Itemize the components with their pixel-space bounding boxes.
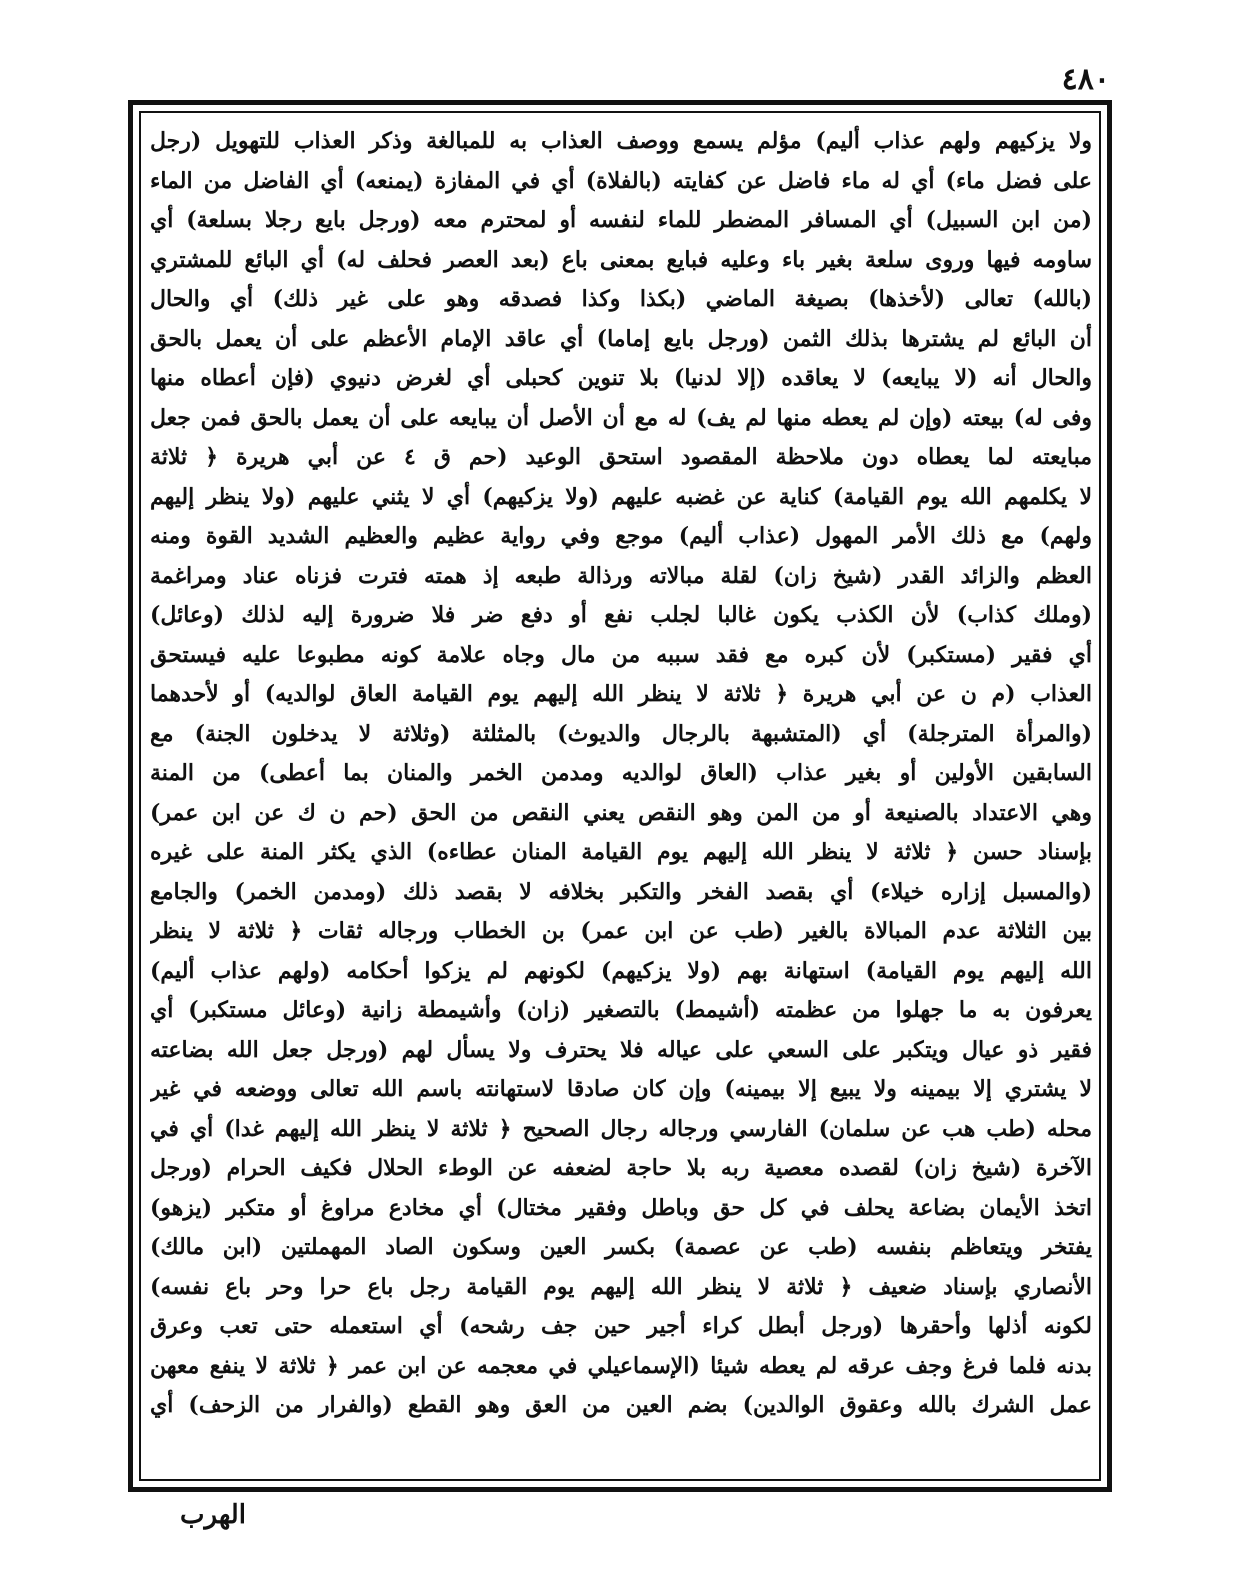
text-line: محله (طب هب عن سلمان) الفارسي ورجاله رجال الصحيح ﴿ ثلاثة لا ينظر الله إليهم غدا) أي في [150,1115,1092,1142]
text-line: (والمسبل إزاره خيلاء) أي بقصد الفخر والتكبر بخلافه لا بقصد ذلك (ومدمن الخمر) والجامع [150,878,1092,905]
text-line: وفى له) بيعته (وإن لم يعطه منها لم يف) له مع أن الأصل أن يبايعه على أن يعمل بالحق فمن جعل [150,404,1092,431]
text-line: ولا يزكيهم ولهم عذاب أليم) مؤلم يسمع ووصف العذاب به للمبالغة وذكر العذاب للتهويل (رجل [150,128,1092,154]
text-line: بين الثلاثة عدم المبالاة بالغير (طب عن ابن عمر) بن الخطاب ورجاله ثقات ﴿ ثلاثة لا ينظر [150,918,1092,944]
text-line: والحال أنه (لا يبايعه) لا يعاقده (إلا لدنيا) بلا تنوين كحبلى أي لغرض دنيوي (فإن أعطاه منها [150,365,1092,391]
text-line: الآخرة (شيخ زان) لقصده معصية ربه بلا حاجة لضعفه عن الوطء الحلال فكيف الحرام (ورجل [150,1155,1092,1181]
page-number: ٤٨٠ [1061,62,1110,97]
text-line: (وملك كذاب) لأن الكذب يكون غالبا لجلب نفع أو دفع ضر فلا ضرورة إليه لذلك (وعائل) [150,602,1092,628]
text-line: يفتخر ويتعاظم بنفسه (طب عن عصمة) بكسر العين وسكون الصاد المهملتين (ابن مالك) [150,1234,1092,1260]
text-line: أي فقير (مستكبر) لأن كبره مع فقد سببه من مال وجاه علامة كونه مطبوعا عليه فيستحق [150,641,1092,668]
text-line: بإسناد حسن ﴿ ثلاثة لا ينظر الله إليهم يوم القيامة المنان عطاءه) الذي يكثر المنة على غيره [150,839,1092,865]
text-line: لا يكلمهم الله يوم القيامة) كناية عن غضبه عليهم (ولا يزكيهم) أي لا يثني عليهم (ولا ينظر إليهم [150,483,1092,510]
text-line: ساومه فيها وروى سلعة بغير باء وعليه فبايع بمعنى باع (بعد العصر فحلف له) أي البائع للمشتري [150,246,1092,273]
text-line: (والمرأة المترجلة) أي (المتشبهة بالرجال والديوث) بالمثلثة (وثلاثة لا يدخلون الجنة) مع [150,720,1092,747]
text-line: لا يشتري إلا بيمينه ولا يبيع إلا بيمينه) وإن كان صادقا لاستهانته باسم الله تعالى ووضعه في غير [150,1076,1092,1102]
text-line: على فضل ماء) أي له ماء فاضل عن كفايته (بالفلاة) أي في المفازة (يمنعه) أي الفاضل من الماء [150,167,1092,194]
text-line: وهي الاعتداد بالصنيعة أو من المن وهو النقص يعني النقص من الحق (حم ن ك عن ابن عمر) [150,799,1092,826]
text-line: الأنصاري بإسناد ضعيف ﴿ ثلاثة لا ينظر الله إليهم يوم القيامة رجل باع حرا وحر باع نفسه) [150,1273,1092,1300]
text-line: اتخذ الأيمان بضاعة يحلف في كل حق وباطل وفقير مختال) أي مخادع مراوغ أو متكبر (يزهو) [150,1194,1092,1221]
text-line: أن البائع لم يشترها بذلك الثمن (ورجل بايع إماما) أي عاقد الإمام الأعظم على أن يعمل بالحق [150,325,1092,352]
text-line: لكونه أذلها وأحقرها (ورجل أبطل كراء أجير حين جف رشحه) أي استعمله حتى تعب وعرق [150,1313,1092,1339]
text-line: بدنه فلما فرغ وجف عرقه لم يعطه شيئا (الإسماعيلي في معجمه عن ابن عمر ﴿ ثلاثة لا ينفع معهن [150,1352,1092,1379]
text-line: العذاب (م ن عن أبي هريرة ﴿ ثلاثة لا ينظر الله إليهم يوم القيامة العاق لوالديه) أو لأحدهما [150,681,1092,707]
text-line: يعرفون به ما جهلوا من عظمته (أشيمط) بالتصغير (زان) وأشيمطة زانية (وعائل مستكبر) أي [150,997,1092,1023]
text-line: السابقين الأولين أو بغير عذاب (العاق لوالديه ومدمن الخمر والمنان بما أعطى) من المنة [150,760,1092,786]
text-line: مبايعته لما يعطاه دون ملاحظة المقصود استحق الوعيد (حم ق ٤ عن أبي هريرة ﴿ ثلاثة [150,444,1092,470]
text-line: العظم والزائد القدر (شيخ زان) لقلة مبالاته ورذالة طبعه إذ همته فترت فزناه عناد ومراغمة [150,562,1092,589]
text-line: الله إليهم يوم القيامة) استهانة بهم (ولا يزكيهم) لكونهم لم يزكوا أحكامه (ولهم عذاب أليم) [150,957,1092,984]
text-line: فقير ذو عيال ويتكبر على السعي على عياله فلا يحترف ولا يسأل لهم (ورجل جعل الله بضاعته [150,1036,1092,1063]
main-text-block [150,122,1092,1482]
text-line: ولهم) مع ذلك الأمر المهول (عذاب أليم) موجع وفي رواية عظيم والعظيم الشديد القوة ومنه [150,523,1092,549]
catchword: الهرب [180,1500,246,1530]
text-line: عمل الشرك بالله وعقوق الوالدين) بضم العين من العق وهو القطع (والفرار من الزحف) أي [150,1392,1092,1418]
text-line: (من ابن السبيل) أي المسافر المضطر للماء لنفسه أو لمحترم معه (ورجل بايع رجلا بسلعة) أي [150,207,1092,233]
text-line: (بالله) تعالى (لأخذها) بصيغة الماضي (بكذا وكذا فصدقه وهو على غير ذلك) أي والحال [150,286,1092,312]
